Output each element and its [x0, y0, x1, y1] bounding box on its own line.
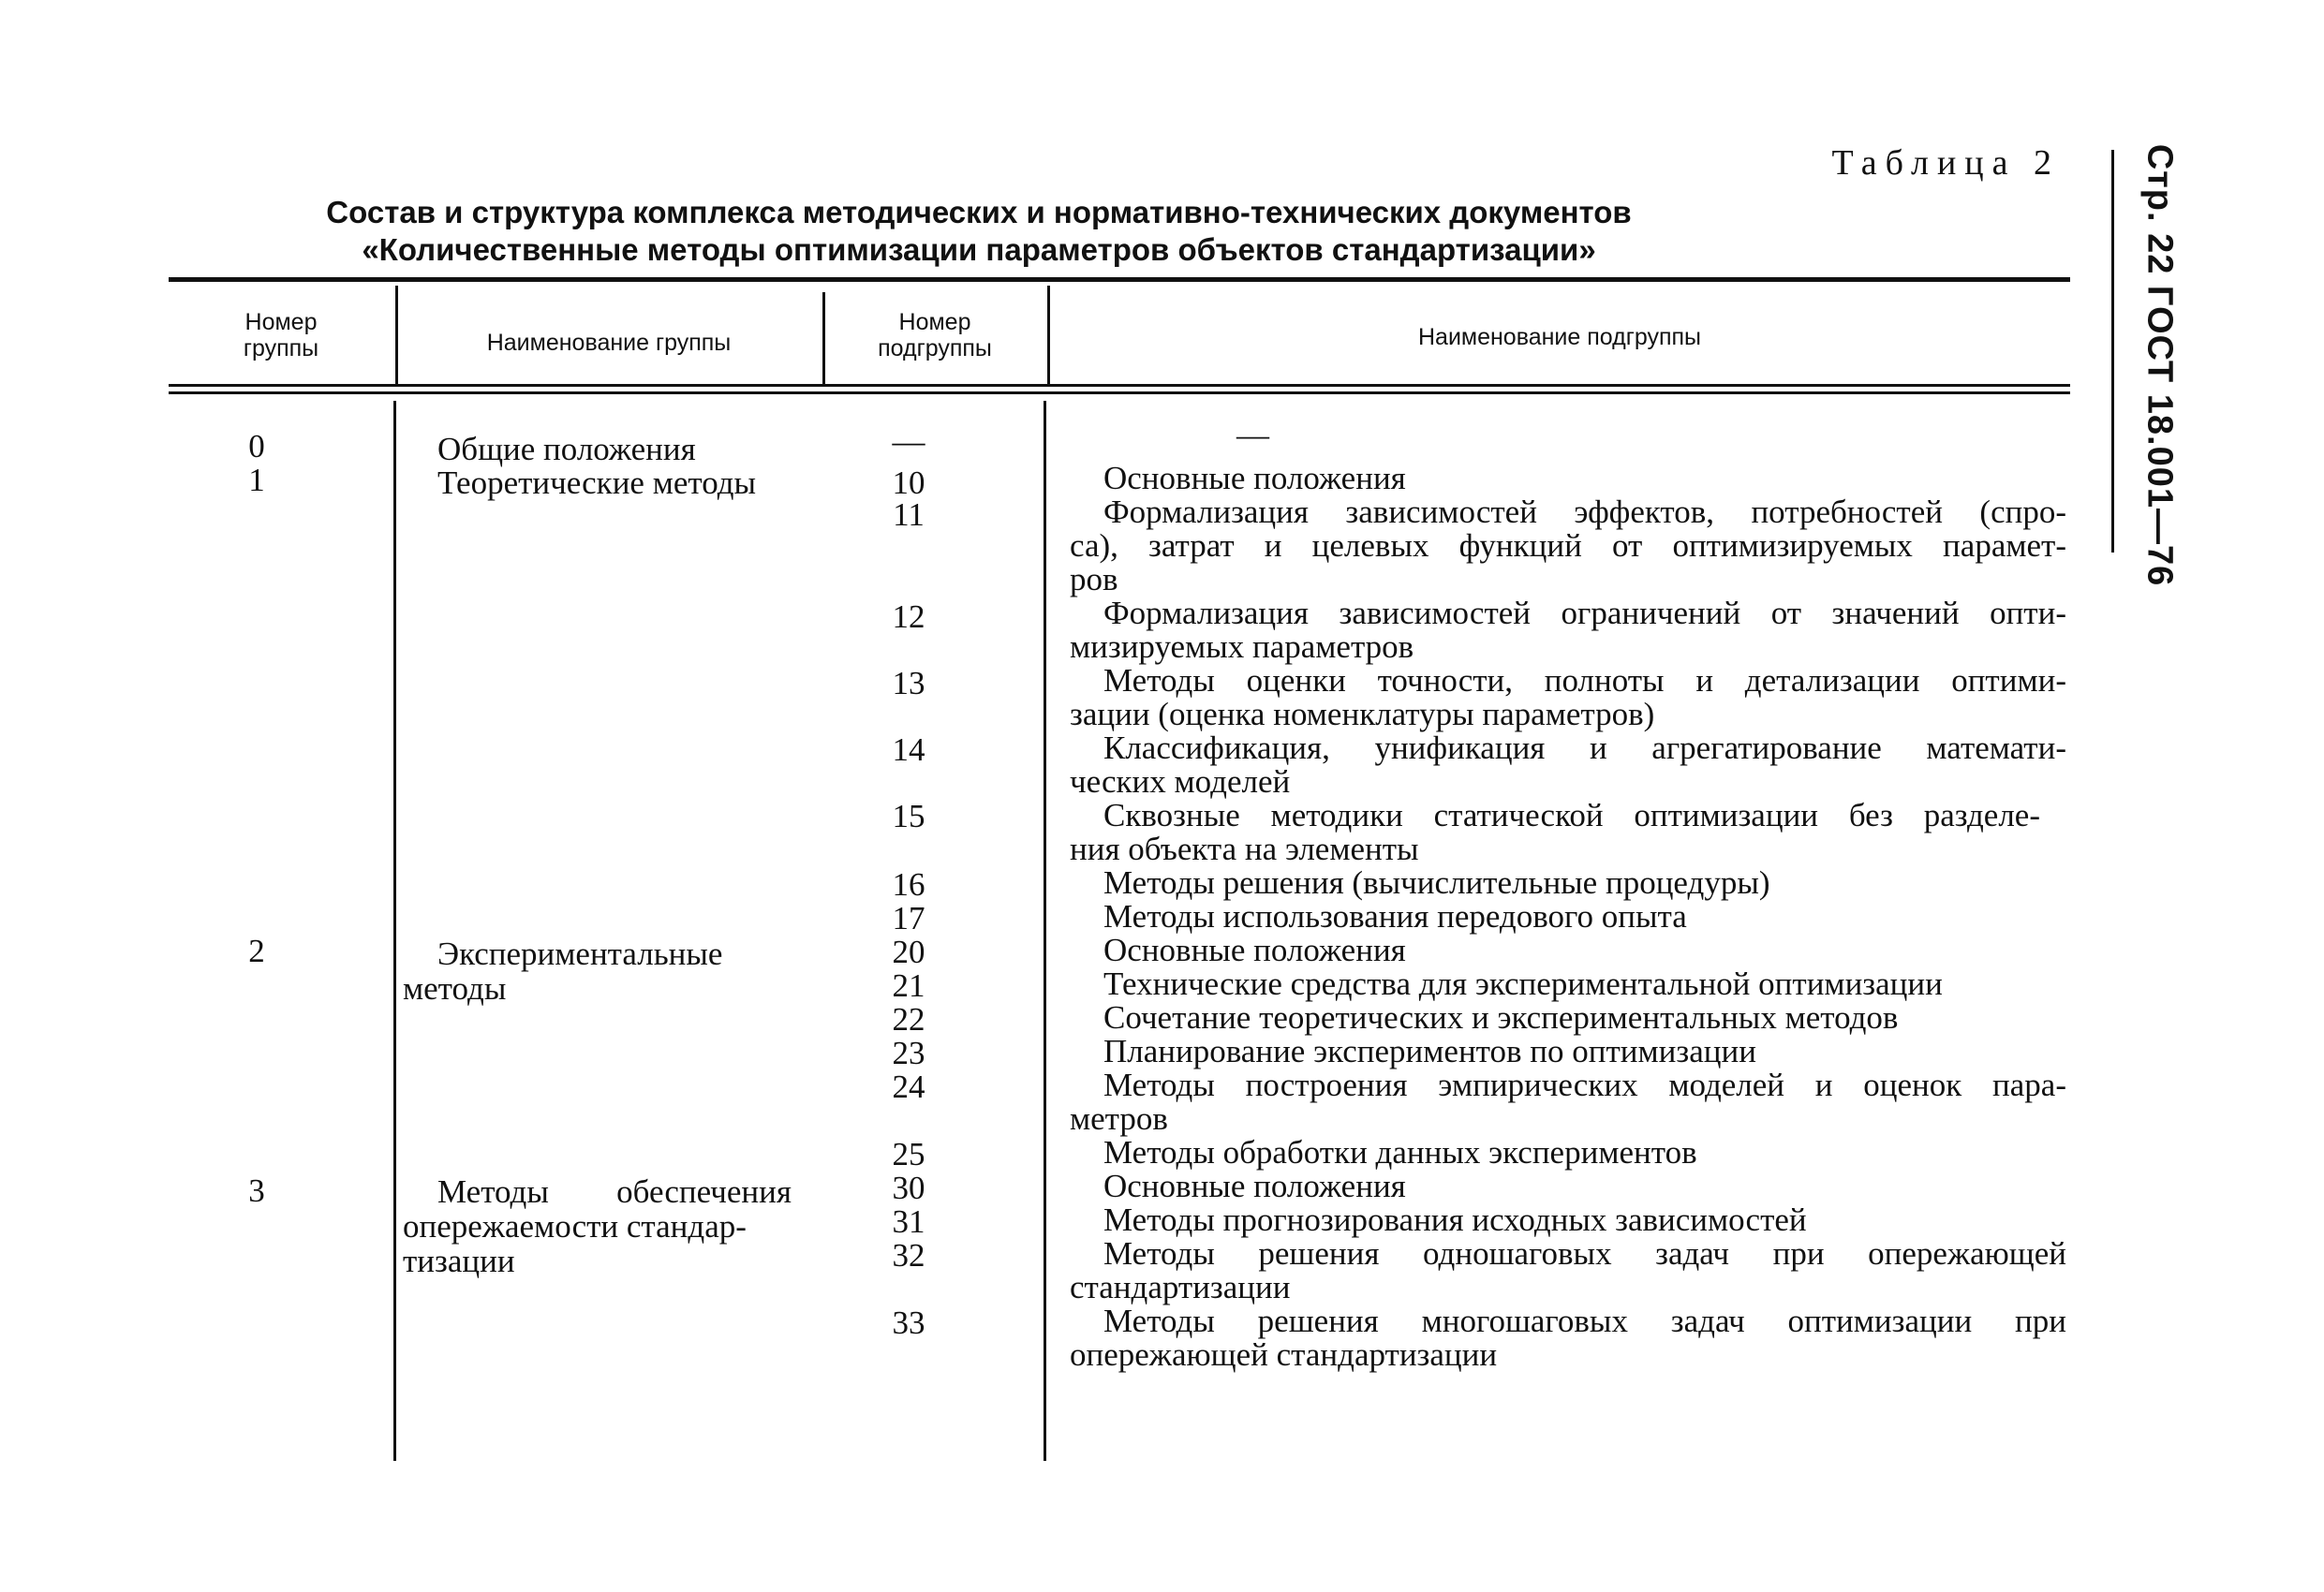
subgroup-name-line-1: Формализация зависимостей эффектов, потребностей (спро- — [1103, 494, 2066, 530]
subgroup-number: 17 — [892, 900, 925, 936]
side-header-text: Стр. 22 ГОСТ 18.001—76 — [2139, 143, 2180, 587]
subgroup-name-line-2: ния объекта на элементы — [1070, 831, 1419, 867]
column-header-group-number — [169, 309, 393, 361]
column-header-group-name: Наименование группы — [486, 330, 732, 356]
subgroup-name: Методы решения (вычислительные процедуры) — [1103, 864, 1770, 901]
subgroup-number: 20 — [892, 934, 925, 970]
group-name-line-2: методы — [403, 970, 507, 1007]
group-name: Общие положения — [437, 431, 696, 467]
table-title-line-1: Состав и структура комплекса методических и нормативно-технических документов — [326, 195, 1632, 229]
subgroup-name: Основные положения — [1103, 460, 1406, 496]
column-header-subgroup-number-line-1: Номер — [898, 309, 971, 335]
subgroup-number: 23 — [892, 1035, 925, 1071]
subgroup-name: Методы обработки данных экспериментов — [1103, 1134, 1697, 1171]
subgroup-name: Технические средства для экспериментальной оптимизации — [1103, 966, 1943, 1002]
column-header-group-number-line-2: группы — [243, 335, 319, 361]
subgroup-name-line-1: Классификация, унификация и агрегатирование математи- — [1103, 730, 2066, 766]
subgroup-name: Методы прогнозирования исходных зависимостей — [1103, 1201, 1807, 1238]
group-number: 0 — [248, 428, 265, 464]
group-number: 1 — [248, 462, 265, 498]
subgroup-name: Сочетание теоретических и экспериментальных методов — [1103, 999, 1899, 1036]
column-header-subgroup-name: Наименование подгруппы — [1417, 324, 1701, 350]
subgroup-name-line-1: Методы построения эмпирических моделей и оценок пара- — [1103, 1067, 2066, 1103]
table-top-rule — [169, 277, 2070, 282]
subgroup-number: 10 — [892, 464, 925, 501]
subgroup-number: — — [892, 423, 925, 460]
subgroup-number: 30 — [892, 1170, 925, 1206]
subgroup-number: 24 — [892, 1069, 925, 1105]
subgroup-number: 25 — [892, 1136, 925, 1172]
group-number: 3 — [248, 1172, 265, 1209]
subgroup-number: 22 — [892, 1001, 925, 1038]
group-name: Теоретические методы — [437, 464, 757, 501]
header-rule-2 — [169, 391, 2070, 394]
subgroup-name: — — [1236, 417, 1269, 453]
group-name-line-1: Методы обеспечения — [437, 1173, 792, 1210]
subgroup-name-line-2: мизируемых параметров — [1070, 628, 1414, 665]
body-divider-1 — [393, 401, 396, 1461]
column-header-subgroup-number-line-2: подгруппы — [878, 335, 992, 361]
subgroup-name-line-3: ров — [1070, 561, 1118, 597]
subgroup-name-line-1: Формализация зависимостей ограничений от значений опти- — [1103, 595, 2066, 631]
side-header-rule — [2111, 150, 2114, 553]
subgroup-name-line-1: Сквозные методики статической оптимизации без разделе- — [1103, 797, 2040, 833]
subgroup-name-line-2: стандартизации — [1070, 1269, 1291, 1305]
subgroup-name-line-2: са), затрат и целевых функций от оптимизируемых парамет- — [1070, 527, 2066, 564]
subgroup-name-line-2: метров — [1070, 1100, 1168, 1137]
side-header — [2136, 143, 2183, 587]
column-header-group-number-line-1: Номер — [244, 309, 318, 335]
group-name-line-2: опережаемости стандар- — [403, 1208, 747, 1245]
table-caption: Таблица 2 — [1831, 143, 2060, 183]
group-number: 2 — [248, 933, 265, 969]
subgroup-name-line-1: Методы оценки точности, полноты и детализации оптими- — [1103, 662, 2066, 699]
subgroup-name: Методы использования передового опыта — [1103, 898, 1687, 935]
subgroup-number: 16 — [892, 866, 925, 903]
subgroup-number: 31 — [892, 1203, 925, 1240]
subgroup-number: 14 — [892, 731, 925, 768]
header-rule-1 — [169, 384, 2070, 387]
subgroup-name-line-1: Методы решения одношаговых задач при опережающей — [1103, 1235, 2066, 1272]
subgroup-number: 13 — [892, 665, 925, 701]
table-title-line-2: «Количественные методы оптимизации параметров объектов стандартизации» — [362, 232, 1596, 267]
subgroup-name: Основные положения — [1103, 932, 1406, 968]
subgroup-number: 33 — [892, 1305, 925, 1341]
group-name-line-3: тизации — [403, 1243, 515, 1279]
subgroup-number: 32 — [892, 1237, 925, 1274]
subgroup-name-line-1: Методы решения многошаговых задач оптимизации при — [1103, 1303, 2066, 1339]
subgroup-number: 11 — [893, 496, 925, 533]
group-name-line-1: Экспериментальные — [437, 936, 723, 972]
subgroup-number: 15 — [892, 798, 925, 834]
subgroup-name: Планирование экспериментов по оптимизации — [1103, 1033, 1756, 1069]
subgroup-name-line-2: опережающей стандартизации — [1070, 1336, 1498, 1373]
subgroup-number: 12 — [892, 598, 925, 635]
subgroup-number: 21 — [892, 967, 925, 1004]
subgroup-name-line-2: ческих моделей — [1070, 763, 1291, 800]
subgroup-name-line-2: зации (оценка номенклатуры параметров) — [1070, 696, 1655, 732]
body-divider-3 — [1044, 401, 1046, 1461]
subgroup-name: Основные положения — [1103, 1168, 1406, 1204]
column-header-subgroup-number — [824, 309, 1045, 361]
